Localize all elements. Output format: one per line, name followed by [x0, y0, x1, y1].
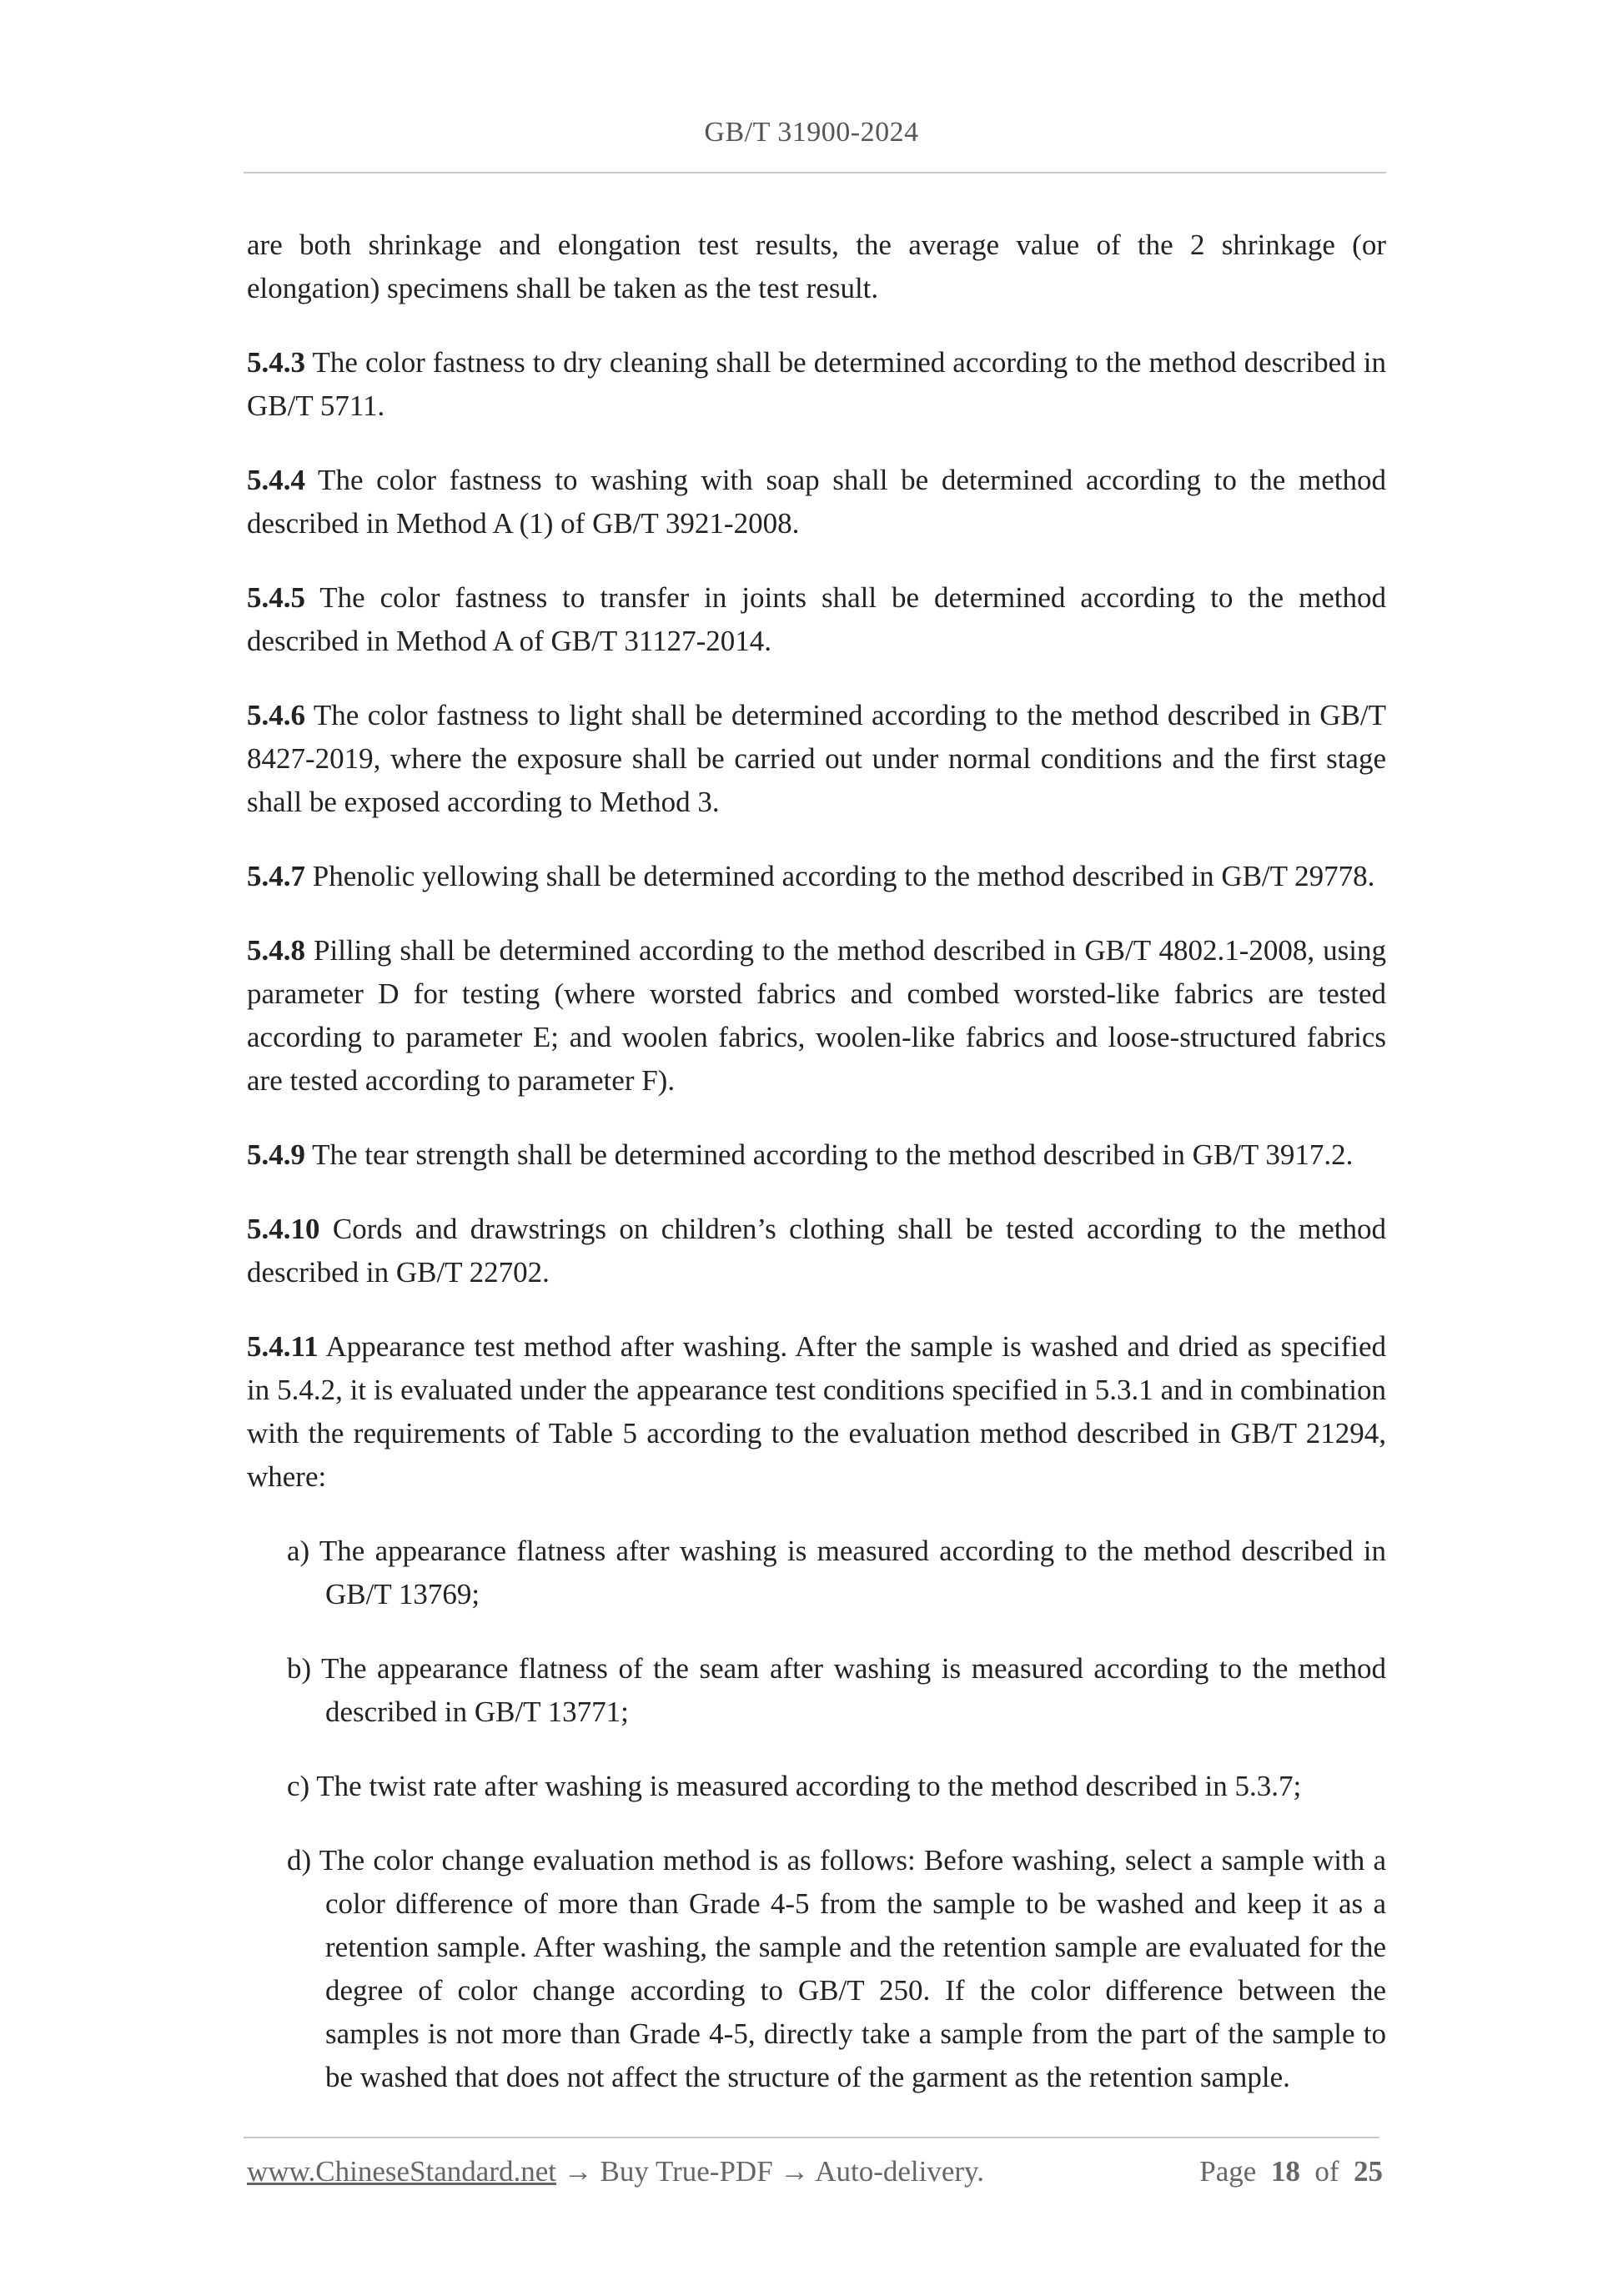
- document-body: [247, 224, 1386, 2130]
- continuation-paragraph: are both shrinkage and elongation test results, the average value of the 2 shrinkage (or elongation) specimens shall be taken as the test result.: [247, 229, 1386, 304]
- clause-5-4-6: [247, 694, 1386, 824]
- page-header: GB/T 31900-2024: [704, 117, 919, 148]
- clause-5-4-9: [247, 1133, 1386, 1177]
- clause-text: The color fastness to dry cleaning shall be determined according to the method described in GB/T 5711.: [247, 346, 1386, 422]
- clause-text: Appearance test method after washing. After the sample is washed and dried as specified in 5.4.2, it is evaluated under the appearance test conditions specified in 5.3.1 and in combination with the requirements of Table 5 according to the evaluation method described in GB/T 21294, where:: [247, 1330, 1386, 1493]
- clause-5-4-3: [247, 341, 1386, 428]
- clause-number: 5.4.9: [247, 1138, 305, 1171]
- clause-text: The color fastness to light shall be determined according to the method described in GB/T 8427-2019, where the exposure shall be carried out under normal conditions and the first stage shall be exposed according to Method 3.: [247, 699, 1386, 818]
- clause-text: The color fastness to transfer in joints shall be determined according to the method described in Method A of GB/T 31127-2014.: [247, 581, 1386, 657]
- of-label: of: [1314, 2155, 1339, 2188]
- clause-number: 5.4.5: [247, 581, 305, 614]
- clause-5-4-5: [247, 576, 1386, 663]
- clause-number: 5.4.11: [247, 1330, 319, 1363]
- clause-number: 5.4.10: [247, 1213, 320, 1245]
- clause-text: Pilling shall be determined according to the method described in GB/T 4802.1-2008, using parameter D for testing (where worsted fabrics and combed worsted-like fabrics are tested according to parameter E; and woolen fabrics, woolen-like fabrics and loose-structured fabrics are tested according to parameter F).: [247, 934, 1386, 1097]
- clause-5-4-10: [247, 1208, 1386, 1294]
- clause-number: 5.4.4: [247, 464, 305, 496]
- footer-promo-text: → Buy True-PDF → Auto-delivery.: [556, 2155, 985, 2188]
- clause-5-4-4: [247, 459, 1386, 545]
- clause-5-4-11: [247, 1325, 1386, 1499]
- list-item-a: a) The appearance flatness after washing is measured according to the method described in GB/T 13769;: [287, 1535, 1386, 1610]
- clause-5-4-8: [247, 929, 1386, 1103]
- list-item-b: b) The appearance flatness of the seam after washing is measured according to the method described in GB/T 13771;: [287, 1652, 1386, 1728]
- clause-5-4-7: [247, 855, 1386, 898]
- current-page: 18: [1270, 2155, 1300, 2188]
- clause-text: Phenolic yellowing shall be determined according to the method described in GB/T 29778.: [305, 860, 1375, 892]
- page-number: [1199, 2155, 1383, 2188]
- footer-divider: [244, 2137, 1379, 2138]
- website-link[interactable]: www.ChineseStandard.net: [247, 2155, 556, 2188]
- list-item-c: c) The twist rate after washing is measured according to the method described in 5.3.7;: [287, 1770, 1302, 1802]
- clause-number: 5.4.6: [247, 699, 305, 731]
- clause-text: The color fastness to washing with soap shall be determined according to the method described in Method A (1) of GB/T 3921-2008.: [247, 464, 1386, 540]
- clause-number: 5.4.3: [247, 346, 305, 379]
- list-item-d: d) The color change evaluation method is as follows: Before washing, select a sample with a color difference of more than Grade 4-5 from the sample to be washed and keep it as a retention sample. After washing, the sample and the retention sample are evaluated for the degree of color change according to GB/T 250. If the color difference between the samples is not more than Grade 4-5, directly take a sample from the part of the sample to be washed that does not affect the structure of the garment as the retention sample.: [287, 1844, 1386, 2093]
- clause-text: Cords and drawstrings on children’s clothing shall be tested according to the method described in GB/T 22702.: [247, 1213, 1386, 1289]
- total-pages: 25: [1354, 2155, 1383, 2188]
- header-divider: [244, 172, 1386, 173]
- clause-number: 5.4.8: [247, 934, 305, 967]
- page-label: Page: [1199, 2155, 1257, 2188]
- clause-number: 5.4.7: [247, 860, 305, 892]
- clause-text: The tear strength shall be determined according to the method described in GB/T 3917.2.: [305, 1138, 1354, 1171]
- footer-promo: [247, 2155, 984, 2188]
